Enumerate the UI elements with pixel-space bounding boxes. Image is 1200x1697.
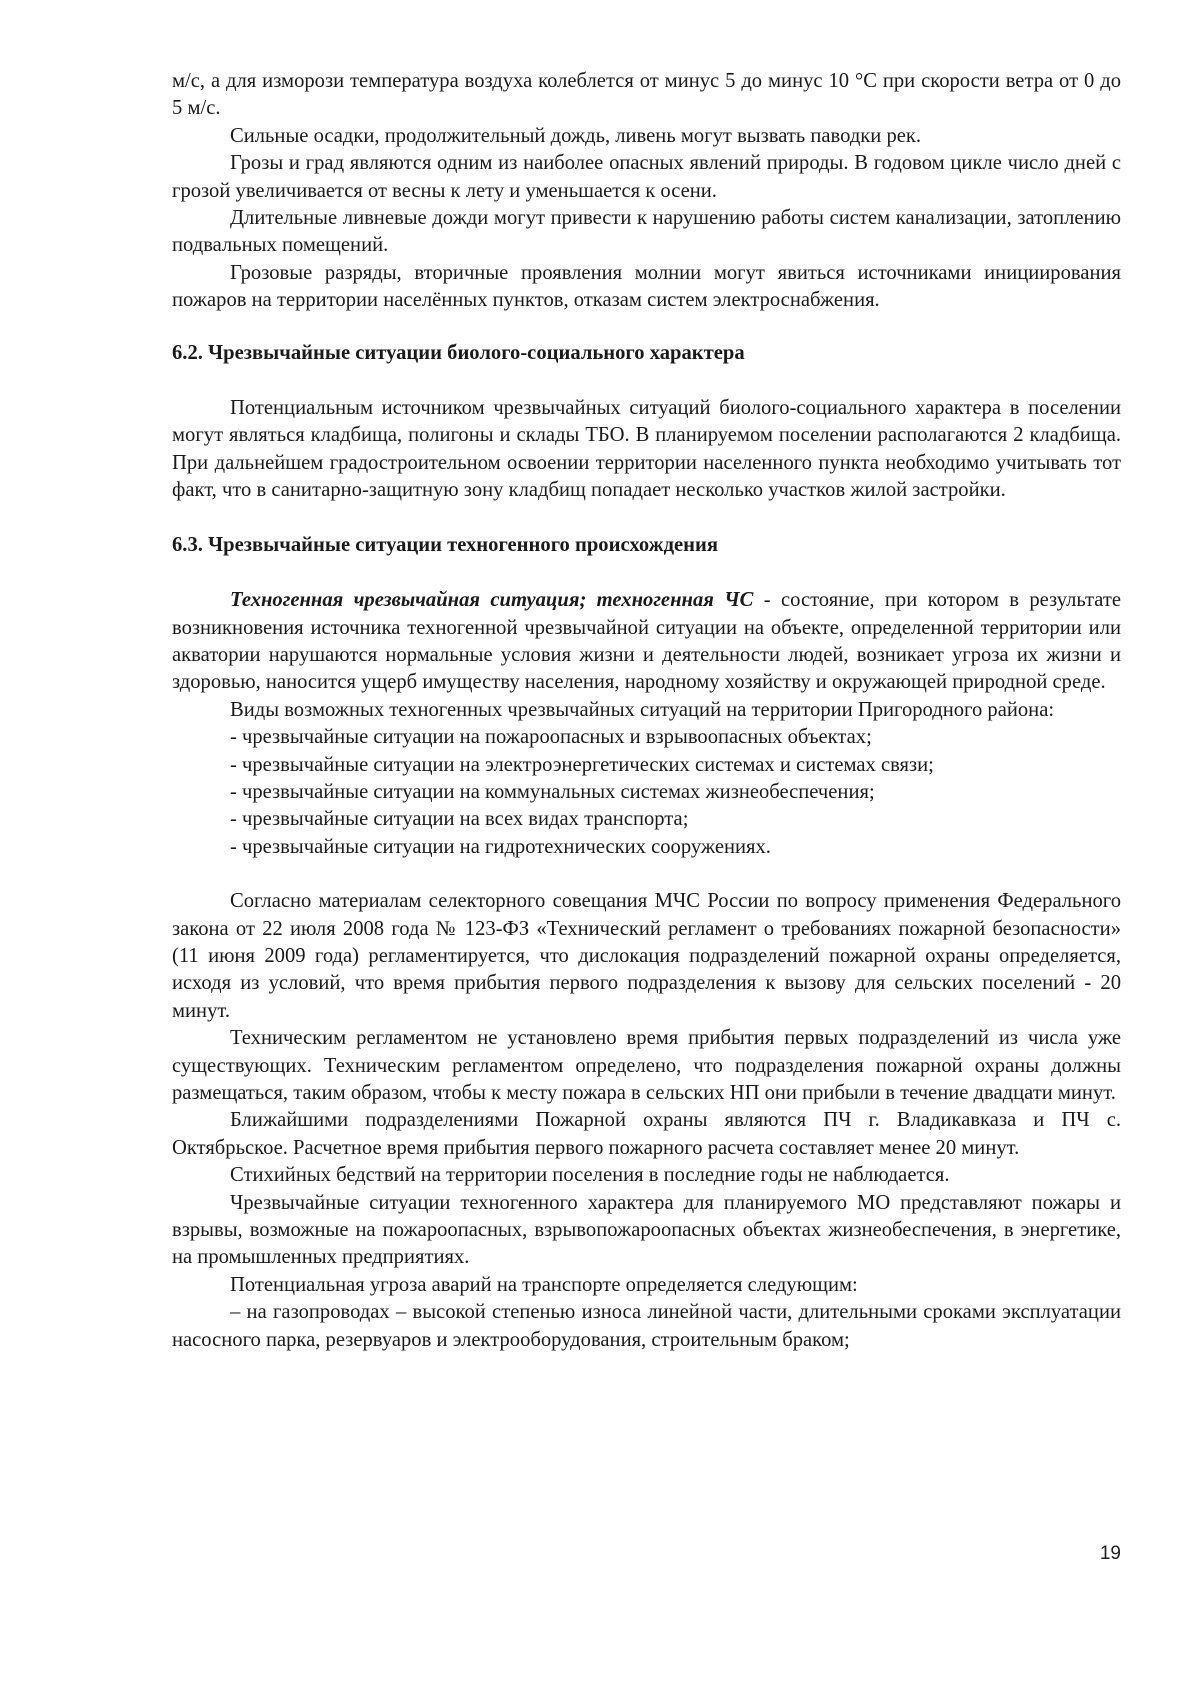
list-item: - чрезвычайные ситуации на гидротехнических сооружениях.: [230, 835, 771, 858]
intro-paragraph-1: м/с, а для изморози температура воздуха колеблется от минус 5 до минус 10 °С при скорости ветра от 0 до 5 м/с.: [172, 70, 1121, 120]
list-item: - чрезвычайные ситуации на электроэнергетических системах и системах связи;: [230, 753, 934, 776]
section-heading-6-2: 6.2. Чрезвычайные ситуации биолого-социального характера: [172, 341, 745, 364]
definition-text: - состояние, при котором в результате возникновения источника техногенной чрезвычайной ситуации на объекте, определенной территории или акватории нарушаются нормальные условия жизни и деятельности людей, возникает угроза их жизни и здоровью, наносится ущерб имуществу населения, народному хозяйству и окружающей природной среде.: [172, 589, 1121, 694]
body-paragraph-5: Чрезвычайные ситуации техногенного характера для планируемого МО представляют пожары и взрывы, возможные на пожароопасных, взрывопожароопасных объектах жизнеобеспечения, в энергетике, на промышленных предприятиях.: [172, 1191, 1121, 1269]
section-heading-6-3: 6.3. Чрезвычайные ситуации техногенного происхождения: [172, 533, 718, 556]
body-paragraph-7: – на газопроводах – высокой степенью износа линейной части, длительными сроками эксплуатации насосного парка, резервуаров и электрооборудования, строительным браком;: [172, 1301, 1121, 1351]
spacer: [172, 315, 1121, 340]
body-paragraph-1: Согласно материалам селекторного совещания МЧС России по вопросу применения Федерального закона от 22 июля 2008 года № 123-ФЗ «Технический регламент о требованиях пожарной безопасности» (11 июня 2009 года) регламентируется, что дислокация подразделений пожарной охраны определяется, исходя из условий, что время прибытия первого подразделения к вызову для сельских поселений - 20 минут.: [172, 890, 1121, 1022]
spacer: [172, 861, 1121, 888]
body-paragraph-4: Стихийных бедствий на территории поселения в последние годы не наблюдается.: [230, 1164, 950, 1187]
list-item: - чрезвычайные ситуации на пожароопасных и взрывоопасных объектах;: [230, 726, 872, 749]
list-item: - чрезвычайные ситуации на коммунальных системах жизнеобеспечения;: [230, 780, 875, 803]
body-paragraph-3: Ближайшими подразделениями Пожарной охраны являются ПЧ г. Владикавказа и ПЧ с. Октябрьское. Расчетное время прибытия первого пожарного расчета составляет менее 20 минут.: [172, 1109, 1121, 1159]
page-number: 19: [1099, 1543, 1121, 1564]
body-paragraph-6: Потенциальная угроза аварий на транспорте определяется следующим:: [230, 1273, 858, 1296]
list-item: - чрезвычайные ситуации на всех видах транспорта;: [230, 808, 689, 831]
body-paragraph-2: Техническим регламентом не установлено время прибытия первых подразделений из числа уже существующих. Техническим регламентом определено, что подразделения пожарной охраны должны размещаться, таким образом, чтобы к месту пожара в сельских НП они прибыли в течение двадцати минут.: [172, 1027, 1121, 1104]
spacer: [172, 505, 1121, 532]
intro-paragraph-5: Грозовые разряды, вторичные проявления молнии могут явиться источниками инициирования пожаров на территории населённых пунктов, отказам систем электроснабжения.: [172, 261, 1121, 312]
intro-paragraph-4: Длительные ливневые дожди могут привести к нарушению работы систем канализации, затоплению подвальных помещений.: [172, 207, 1121, 257]
spacer: [172, 367, 1121, 395]
types-intro: Виды возможных техногенных чрезвычайных ситуаций на территории Пригородного района:: [230, 698, 1055, 721]
definition-paragraph: [172, 587, 1121, 697]
intro-paragraph-2: Сильные осадки, продолжительный дождь, ливень могут вызвать паводки рек.: [230, 124, 922, 147]
section-6-2-paragraph: Потенциальным источником чрезвычайных ситуаций биолого-социального характера в поселении могут являться кладбища, полигоны и склады ТБО. В планируемом поселении располагаются 2 кладбища. При дальнейшем градостроительном освоении территории населенного пункта необходимо учитывать тот факт, что в санитарно-защитную зону кладбищ попадает несколько участков жилой застройки.: [172, 397, 1121, 502]
spacer: [172, 559, 1121, 587]
document-page: [172, 68, 1121, 1354]
intro-paragraph-3: Грозы и град являются одним из наиболее опасных явлений природы. В годовом цикле число дней с грозой увеличивается от весны к лету и уменьшается к осени.: [172, 152, 1121, 202]
definition-term: Техногенная чрезвычайная ситуация; техногенная ЧС: [230, 589, 754, 612]
